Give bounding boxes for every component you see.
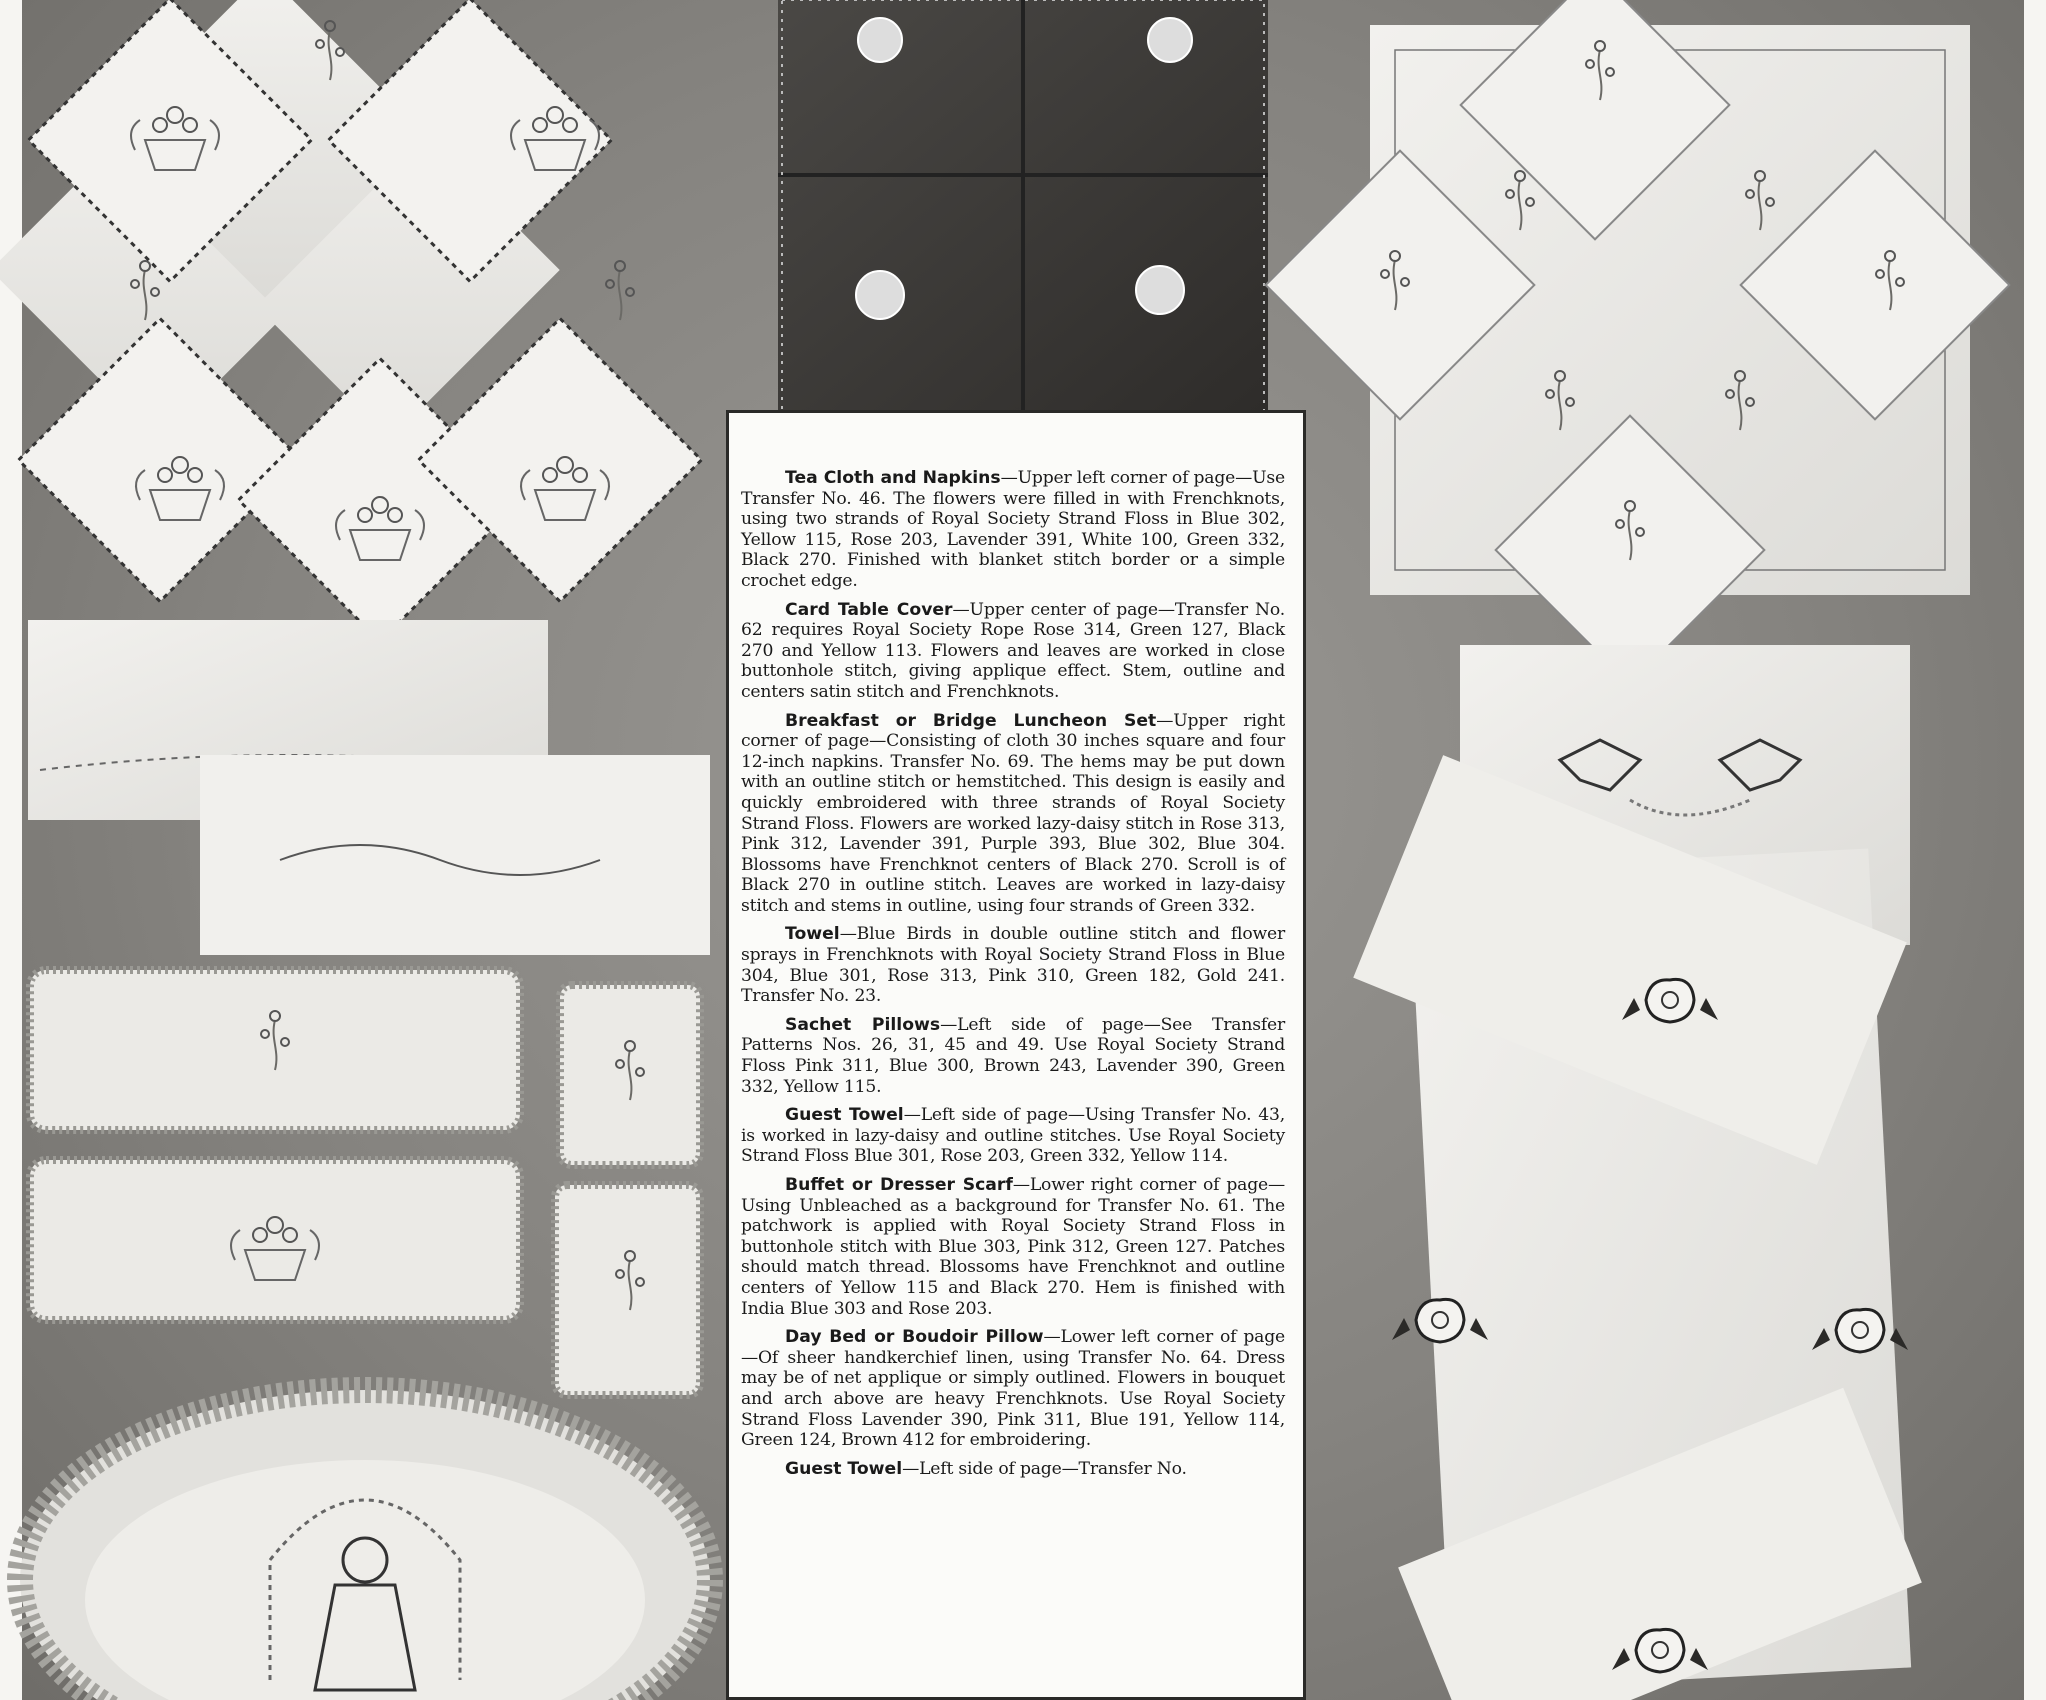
entry-body: —Upper center of page—Transfer No. 62 requires Royal Society Rope Rose 314, Green 127, Black 270 and Yellow 113. Flowers and leaves are worked in close buttonhole stitch, giving applique effect. Stem, outline and centers satin stitch and Frenchknots. — [741, 599, 1285, 702]
entry-body: —Lower left corner of page—Of sheer handkerchief linen, using Transfer No. 64. Dress may be of net applique or simply outlined. Flowers in bouquet and arch above are heavy Frenchknots. Use Royal Society Strand Floss Lavender 390, Pink 311, Blue 191, Yellow 114, Green 124, Brown 412 for embroidering. — [741, 1327, 1286, 1451]
entry-heading: Guest Towel — [785, 1105, 904, 1126]
sachet-pillows — [30, 970, 700, 1395]
description-text — [741, 468, 1285, 1487]
entry-heading: Buffet or Dresser Scarf — [785, 1175, 1013, 1195]
dresser-scarf — [1353, 755, 1922, 1700]
entry-heading: Towel — [785, 924, 840, 945]
entry-tea-cloth — [741, 468, 1285, 592]
entry-body: —Left side of page—Using Transfer No. 43, is worked in lazy-daisy and outline stitches. Use Royal Society Strand Floss Blue 301, Rose 203, Green 332, Yellow 114. — [741, 1105, 1285, 1167]
entry-heading: Breakfast or Bridge Luncheon Set — [785, 710, 1157, 731]
entry-body: —Upper left corner of page—Use Transfer No. 46. The flowers were filled in with Frenchknots, using two strands of Royal Society Strand Floss in Blue 302, Yellow 115, Rose 203, Lavender 391, White 100, Green 332, Black 270. Finished with blanket stitch border or a simple crochet edge. — [741, 468, 1285, 591]
entry-heading: Tea Cloth and Napkins — [785, 468, 1001, 488]
entry-guest-towel-2 — [741, 1459, 1285, 1480]
entry-heading: Card Table Cover — [785, 599, 953, 620]
entry-sachet-pillows — [741, 1015, 1285, 1097]
entry-heading: Sachet Pillows — [785, 1014, 941, 1035]
entry-heading: Guest Towel — [785, 1458, 903, 1479]
entry-boudoir-pillow — [741, 1327, 1285, 1451]
guest-towels — [28, 620, 710, 955]
entry-towel — [741, 924, 1285, 1006]
luncheon-set — [1266, 0, 2010, 684]
entry-body: —Blue Birds in double outline stitch and flower sprays in Frenchknots with Royal Society Strand Floss in Blue 304, Blue 301, Rose 313, Pink 310, Green 182, Gold 241. Transfer No. 23. — [741, 924, 1285, 1007]
description-panel — [726, 410, 1306, 1700]
card-table-cover — [778, 0, 1268, 415]
entry-card-table-cover — [741, 600, 1285, 703]
entry-body: —Lower right corner of page—Using Unbleached as a background for Transfer No. 61. The patchwork is applied with Royal Society Strand Floss in buttonhole stitch with Blue 303, Pink 312, Green 127. Patches should match thread. Blossoms have Frenchknot and outline centers of Yellow 115 and Black 270. Hem is finished with India Blue 303 and Rose 203. — [741, 1175, 1285, 1319]
tea-napkin-group — [0, 0, 701, 641]
entry-guest-towel — [741, 1105, 1285, 1167]
entry-body: —Left side of page—See Transfer Patterns Nos. 26, 31, 45 and 49. Use Royal Society Strand Floss Pink 311, Blue 300, Brown 243, Lavender 390, Green 332, Yellow 115. — [741, 1014, 1285, 1097]
entry-body: —Left side of page—Transfer No. — [902, 1458, 1187, 1479]
boudoir-pillow — [20, 1390, 710, 1700]
entry-luncheon-set — [741, 711, 1285, 917]
entry-body: —Upper right corner of page—Consisting of cloth 30 inches square and four 12-inch napkins. Transfer No. 69. The hems may be put down with an outline stitch or hemstitched. This design is easily and quickly embroidered with three strands of Royal Society Strand Floss. Flowers are worked lazy-daisy stitch in Rose 313, Pink 312, Lavender 391, Purple 393, Blue 302, Blue 304. Blossoms have Frenchknot centers of Black 270. Scroll is of Black 270 in outline stitch. Leaves are worked in lazy-daisy stitch and stems in outline, using four strands of Green 332. — [741, 710, 1285, 916]
entry-dresser-scarf — [741, 1175, 1285, 1319]
entry-heading: Day Bed or Boudoir Pillow — [785, 1327, 1044, 1348]
